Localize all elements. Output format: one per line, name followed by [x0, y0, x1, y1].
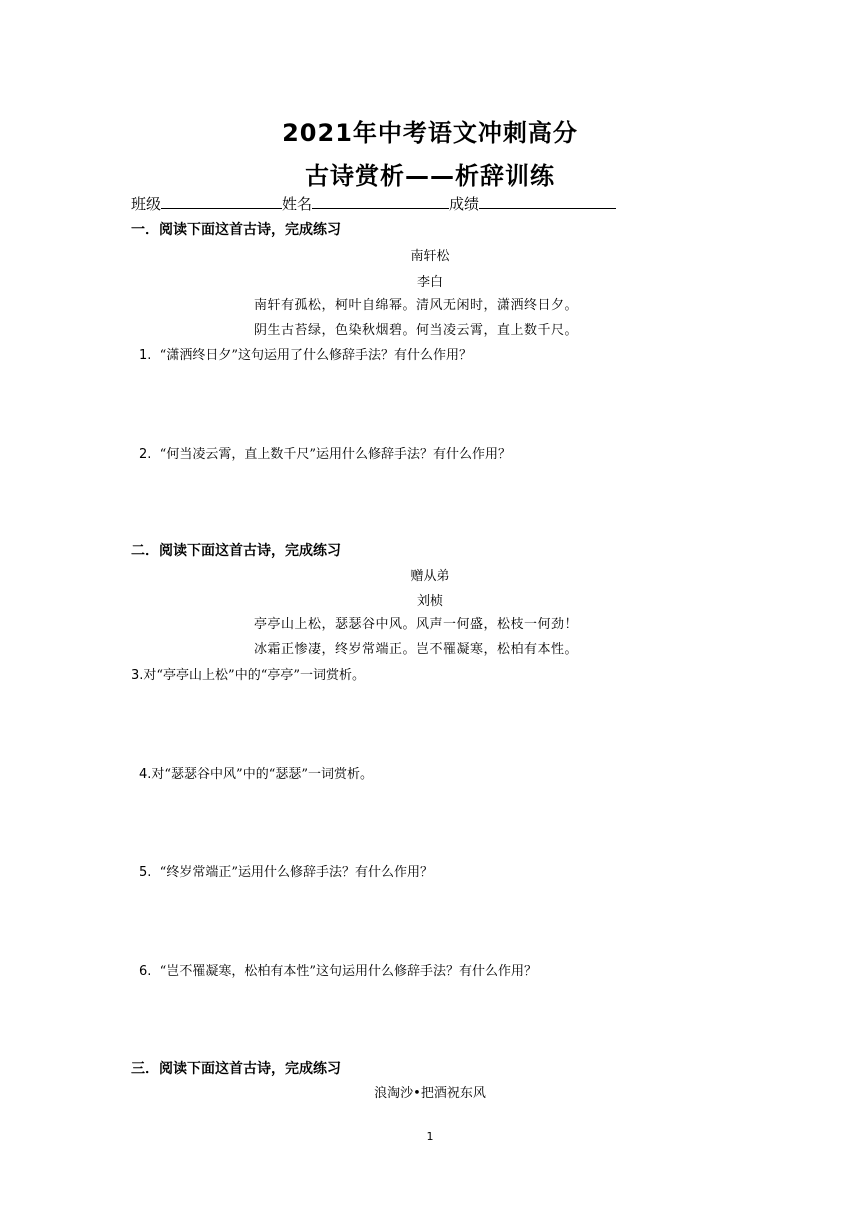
question-number: 5.	[139, 865, 152, 880]
question-text: “何当凌云霄，直上数千尺”运用什么修辞手法？有什么作用？	[159, 447, 511, 462]
score-label: 成绩	[449, 195, 480, 213]
name-label: 姓名	[282, 195, 313, 213]
question-2	[139, 443, 511, 462]
question-4	[139, 763, 373, 782]
question-1	[139, 344, 472, 363]
poem-1-title: 南轩松	[410, 249, 450, 264]
poem-2-line-2: 冰霜正惨凄，终岁常端正。岂不罹凝寒，松柏有本性。	[254, 642, 579, 657]
class-blank[interactable]	[161, 194, 282, 209]
question-6	[139, 960, 537, 979]
class-label: 班级	[131, 195, 162, 213]
section-3-heading: 三．阅读下面这首古诗，完成练习	[131, 1061, 341, 1077]
student-info-line	[131, 193, 616, 214]
document-subtitle: 古诗赏析——析辞训练	[305, 162, 555, 190]
poem-2-line-1: 亭亭山上松，瑟瑟谷中风。风声一何盛，松枝一何劲！	[254, 617, 579, 632]
document-title: 2021年中考语文冲刺高分	[282, 119, 578, 147]
question-text: “终岁常端正”运用什么修辞手法？有什么作用？	[159, 865, 433, 880]
poem-2-title: 赠从弟	[410, 569, 450, 584]
poem-3-title: 浪淘沙•把酒祝东风	[374, 1086, 486, 1101]
question-number: 3.	[131, 668, 144, 683]
poem-1-author: 李白	[416, 275, 443, 290]
section-1-heading: 一．阅读下面这首古诗，完成练习	[131, 222, 341, 238]
question-text: 对“瑟瑟谷中风”中的“瑟瑟”一词赏析。	[151, 767, 373, 782]
question-number: 6.	[139, 964, 152, 979]
question-number: 4.	[139, 767, 152, 782]
page-number: 1	[426, 1130, 434, 1143]
name-blank[interactable]	[312, 194, 449, 209]
section-2-heading: 二．阅读下面这首古诗，完成练习	[131, 543, 341, 559]
poem-1-line-2: 阴生古苔绿，色染秋烟碧。何当凌云霄，直上数千尺。	[254, 323, 579, 338]
question-number: 2.	[139, 447, 152, 462]
question-number: 1.	[139, 348, 152, 363]
question-3	[131, 664, 365, 683]
poem-2-author: 刘桢	[416, 594, 443, 609]
question-text: 对“亭亭山上松”中的“亭亭”一词赏析。	[143, 668, 365, 683]
question-5	[139, 861, 433, 880]
poem-1-line-1: 南轩有孤松，柯叶自绵幂。清风无闲时，潇洒终日夕。	[254, 298, 579, 313]
question-text: “岂不罹凝寒，松柏有本性”这句运用什么修辞手法？有什么作用？	[159, 964, 537, 979]
score-blank[interactable]	[479, 194, 616, 209]
question-text: “潇洒终日夕”这句运用了什么修辞手法？有什么作用？	[159, 348, 472, 363]
